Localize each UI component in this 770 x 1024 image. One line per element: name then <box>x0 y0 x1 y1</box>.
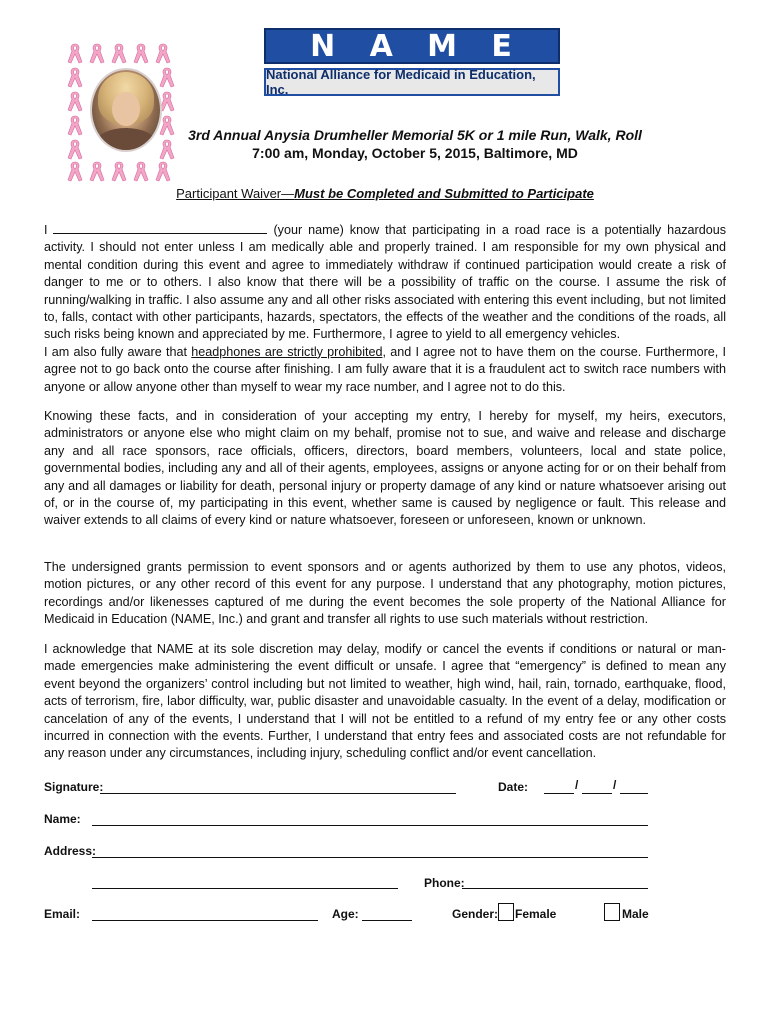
logo-letter: A <box>369 28 395 64</box>
event-datetime: 7:00 am, Monday, October 5, 2015, Baltimore, MD <box>252 145 578 161</box>
logo-letter: M <box>427 28 459 64</box>
waiver-paragraph-media: The undersigned grants permission to event sponsors and or agents authorized by them to use any photos, videos, motion pictures, or any other record of this event for any purpose. I understand that any photography, motion pictures, recordings and/or likenesses captured of me during the event becomes the sole property of the National Alliance for Medicaid in Education (NAME, Inc.) and grant and transfer all rights to use such materials without restriction. <box>44 560 726 627</box>
waiver-paragraph-risks: I (your name) know that participating in a road race is a potentially hazardous activity. I should not enter unless I am medically able and properly trained. I am responsible for my own physical and mental condition during this event and agree to immediately withdraw if continued participation would create a risk of danger to me or to others. I also know that there will be a possibility of traffic on the course. I assume the risk of running/walking in traffic. I also assume any and all other risks associated with entering this event including, but not limited to, falls, contact with other participants, hazards, spectators, the effects of the weather and the conditions of the roads, all such risks being known and appreciated by me. Furthermore, I agree to yield to all emergency vehicles. I am also fully aware that headphones are strictly prohibited, and I agree not to have them on the course. Furthermore, I agree not to go back onto the course after finishing. I am fully aware that it is a fraudulent act to switch race numbers with anyone or allow anyone other than myself to wear my race number, and I agree not to do this. <box>44 223 727 394</box>
date-separator: / <box>575 778 579 792</box>
email-line[interactable] <box>92 920 318 921</box>
pink-ribbon-icon <box>158 90 176 112</box>
pink-ribbon-icon <box>66 42 84 64</box>
female-label: Female <box>515 907 557 921</box>
signature-line[interactable] <box>100 793 456 794</box>
address-line[interactable] <box>92 857 648 858</box>
name-logo <box>264 28 560 96</box>
address-line-2[interactable] <box>92 888 398 889</box>
date-separator: / <box>613 778 617 792</box>
pink-ribbon-icon <box>110 42 128 64</box>
male-label: Male <box>622 907 649 921</box>
pink-ribbon-icon <box>158 66 176 88</box>
pink-ribbon-icon <box>110 160 128 182</box>
date-year-line[interactable] <box>620 793 648 794</box>
phone-label: Phone: <box>424 876 465 890</box>
signature-label: Signature: <box>44 780 104 794</box>
date-month-line[interactable] <box>544 793 574 794</box>
waiver-heading: Participant Waiver—Must be Completed and Submitted to Participate <box>176 186 594 201</box>
your-name-blank[interactable] <box>53 221 267 234</box>
pink-ribbon-icon <box>132 42 150 64</box>
event-title: 3rd Annual Anysia Drumheller Memorial 5K or 1 mile Run, Walk, Roll <box>188 127 642 143</box>
pink-ribbon-icon <box>132 160 150 182</box>
pink-ribbon-icon <box>88 160 106 182</box>
pink-ribbon-icon <box>66 160 84 182</box>
date-label: Date: <box>498 780 529 794</box>
date-day-line[interactable] <box>582 793 612 794</box>
pink-ribbon-icon <box>154 42 172 64</box>
logo-org-name: National Alliance for Medicaid in Education, Inc. <box>264 68 560 96</box>
phone-line[interactable] <box>462 888 648 889</box>
pink-ribbon-icon <box>66 66 84 88</box>
address-label: Address: <box>44 844 97 858</box>
gender-label: Gender: <box>452 907 499 921</box>
name-line[interactable] <box>92 825 648 826</box>
male-checkbox[interactable] <box>604 903 620 921</box>
logo-letter: E <box>491 28 514 64</box>
age-label: Age: <box>332 907 359 921</box>
pink-ribbon-icon <box>154 160 172 182</box>
logo-letter: N <box>310 28 338 64</box>
pink-ribbon-icon <box>66 90 84 112</box>
pink-ribbon-icon <box>88 42 106 64</box>
waiver-paragraph-cancellation: I acknowledge that NAME at its sole discretion may delay, modify or cancel the events if conditions or natural or man-made emergencies make administering the event difficult or unsafe. I agree that “emergency” is defined to mean any event beyond the organizers’ control including but not limited to weather, high wind, hail, rain, tornado, earthquake, flood, acts of terrorism, fire, labor difficulty, war, public disaster and unavoidable casualty. In the event of a delay, modification or cancelation of any of the events, I understand that I will not be entitled to a refund of my entry fee or any other costs incurred in connection with the events. Further, I understand that entry fees and associated costs are not refundable for any reason under any circumstances, including injury, scheduling conflict and/or event cancellation. <box>44 642 726 761</box>
logo-banner <box>264 28 560 64</box>
female-checkbox[interactable] <box>498 903 514 921</box>
email-label: Email: <box>44 907 81 921</box>
age-line[interactable] <box>362 920 412 921</box>
headphones-notice: headphones are strictly prohibited <box>191 344 383 359</box>
waiver-paragraph-release: Knowing these facts, and in consideration of your accepting my entry, I hereby for myself, my heirs, executors, administrators or anyone else who might claim on my behalf, promise not to sue, and waive and release and discharge any and all race sponsors, race officials, officers, directors, board members, volunteers, local and state police, governmental bodies, including any and all of their agents, employees, assigns or anyone acting for or on their behalf from any and all damages or liability for death, personal injury or property damage of any kind or nature whatsoever arising out of, or in the course of, my participating in this event, whether same is caused by negligence or fault. This release and waiver extends to all claims of every kind or nature whatsoever, foreseen or unforeseen, known or unknown. <box>44 409 726 528</box>
name-label: Name: <box>44 812 81 826</box>
